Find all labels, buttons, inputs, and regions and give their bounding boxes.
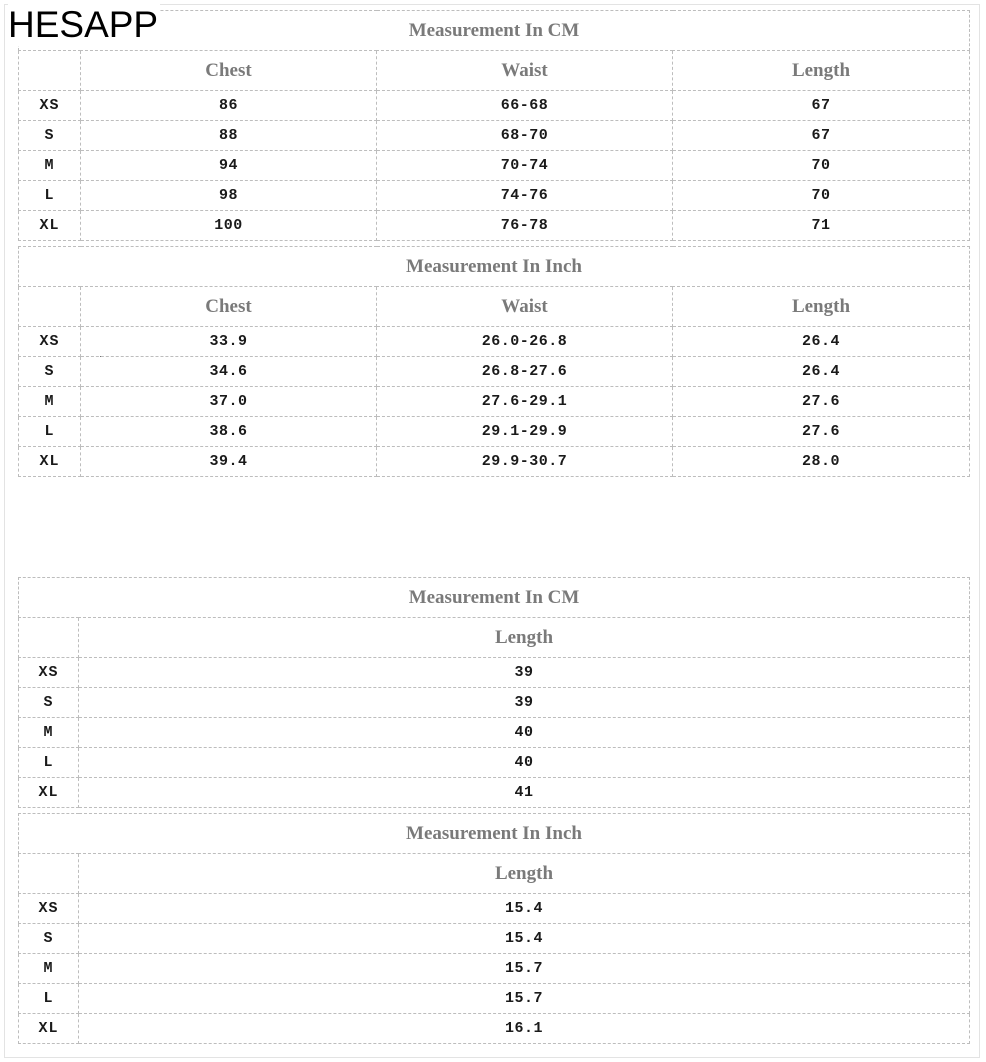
chest-value: 88 xyxy=(81,121,377,151)
size-table-cm-bottom xyxy=(18,577,970,808)
waist-value: 68-70 xyxy=(377,121,673,151)
waist-value: 70-74 xyxy=(377,151,673,181)
length-value: 27.6 xyxy=(673,387,970,417)
table-row xyxy=(19,181,970,211)
size-label: L xyxy=(19,748,79,778)
size-table-inch-bottom xyxy=(18,813,970,1044)
length-value: 15.7 xyxy=(79,954,970,984)
size-table-cm-top xyxy=(18,10,970,241)
size-label: XL xyxy=(19,1014,79,1044)
size-label: L xyxy=(19,417,81,447)
column-header-chest: Chest xyxy=(81,287,377,327)
table-title-row xyxy=(19,11,970,51)
length-value: 26.4 xyxy=(673,357,970,387)
size-table-inch-top xyxy=(18,246,970,477)
table-title-row xyxy=(19,247,970,287)
chest-value: 100 xyxy=(81,211,377,241)
size-label: M xyxy=(19,387,81,417)
size-label: M xyxy=(19,151,81,181)
table-row xyxy=(19,748,970,778)
table-row xyxy=(19,91,970,121)
waist-value: 26.0-26.8 xyxy=(377,327,673,357)
header-size-cell xyxy=(19,51,81,91)
header-size-cell xyxy=(19,618,79,658)
waist-value: 26.8-27.6 xyxy=(377,357,673,387)
column-header-length: Length xyxy=(79,854,970,894)
length-value: 27.6 xyxy=(673,417,970,447)
size-label: S xyxy=(19,924,79,954)
chest-value: 37.0 xyxy=(81,387,377,417)
size-label: XL xyxy=(19,447,81,477)
length-value: 15.4 xyxy=(79,924,970,954)
waist-value: 27.6-29.1 xyxy=(377,387,673,417)
size-label: L xyxy=(19,181,81,211)
waist-value: 29.9-30.7 xyxy=(377,447,673,477)
waist-value: 29.1-29.9 xyxy=(377,417,673,447)
column-header-row xyxy=(19,51,970,91)
table-title: Measurement In CM xyxy=(19,578,970,618)
table-row xyxy=(19,778,970,808)
table-row xyxy=(19,447,970,477)
table-row xyxy=(19,718,970,748)
header-size-cell xyxy=(19,854,79,894)
header-size-cell xyxy=(19,287,81,327)
chest-value: 33.9 xyxy=(81,327,377,357)
length-value: 67 xyxy=(673,91,970,121)
length-value: 15.7 xyxy=(79,984,970,1014)
waist-value: 76-78 xyxy=(377,211,673,241)
column-header-waist: Waist xyxy=(377,51,673,91)
column-header-row xyxy=(19,854,970,894)
size-label: L xyxy=(19,984,79,1014)
table-row xyxy=(19,417,970,447)
table-title: Measurement In CM xyxy=(19,11,970,51)
length-value: 28.0 xyxy=(673,447,970,477)
size-label: S xyxy=(19,688,79,718)
column-header-waist: Waist xyxy=(377,287,673,327)
table-title: Measurement In Inch xyxy=(19,814,970,854)
chest-value: 94 xyxy=(81,151,377,181)
size-label: XL xyxy=(19,778,79,808)
length-value: 15.4 xyxy=(79,894,970,924)
chest-value: 86 xyxy=(81,91,377,121)
length-value: 26.4 xyxy=(673,327,970,357)
table-row xyxy=(19,1014,970,1044)
table-row xyxy=(19,894,970,924)
length-value: 41 xyxy=(79,778,970,808)
size-label: S xyxy=(19,357,81,387)
column-header-length: Length xyxy=(673,51,970,91)
table-row xyxy=(19,211,970,241)
size-label: XS xyxy=(19,327,81,357)
length-value: 16.1 xyxy=(79,1014,970,1044)
size-label: M xyxy=(19,718,79,748)
length-value: 71 xyxy=(673,211,970,241)
chest-value: 98 xyxy=(81,181,377,211)
table-title-row xyxy=(19,578,970,618)
length-value: 39 xyxy=(79,688,970,718)
table-row xyxy=(19,984,970,1014)
length-value: 67 xyxy=(673,121,970,151)
chest-value: 38.6 xyxy=(81,417,377,447)
length-value: 40 xyxy=(79,748,970,778)
size-label: XL xyxy=(19,211,81,241)
waist-value: 74-76 xyxy=(377,181,673,211)
table-row xyxy=(19,327,970,357)
column-header-row xyxy=(19,618,970,658)
table-row xyxy=(19,658,970,688)
table-row xyxy=(19,954,970,984)
size-label: M xyxy=(19,954,79,984)
column-header-chest: Chest xyxy=(81,51,377,91)
table-row xyxy=(19,924,970,954)
table-title: Measurement In Inch xyxy=(19,247,970,287)
table-row xyxy=(19,688,970,718)
table-row xyxy=(19,151,970,181)
chest-value: 34.6 xyxy=(81,357,377,387)
table-title-row xyxy=(19,814,970,854)
length-value: 70 xyxy=(673,181,970,211)
size-label: XS xyxy=(19,91,81,121)
column-header-length: Length xyxy=(79,618,970,658)
size-label: S xyxy=(19,121,81,151)
waist-value: 66-68 xyxy=(377,91,673,121)
length-value: 40 xyxy=(79,718,970,748)
length-value: 39 xyxy=(79,658,970,688)
brand-watermark: HESAPP xyxy=(8,4,159,45)
size-label: XS xyxy=(19,658,79,688)
table-row xyxy=(19,387,970,417)
column-header-length: Length xyxy=(673,287,970,327)
table-row xyxy=(19,357,970,387)
chest-value: 39.4 xyxy=(81,447,377,477)
size-label: XS xyxy=(19,894,79,924)
column-header-row xyxy=(19,287,970,327)
table-row xyxy=(19,121,970,151)
length-value: 70 xyxy=(673,151,970,181)
